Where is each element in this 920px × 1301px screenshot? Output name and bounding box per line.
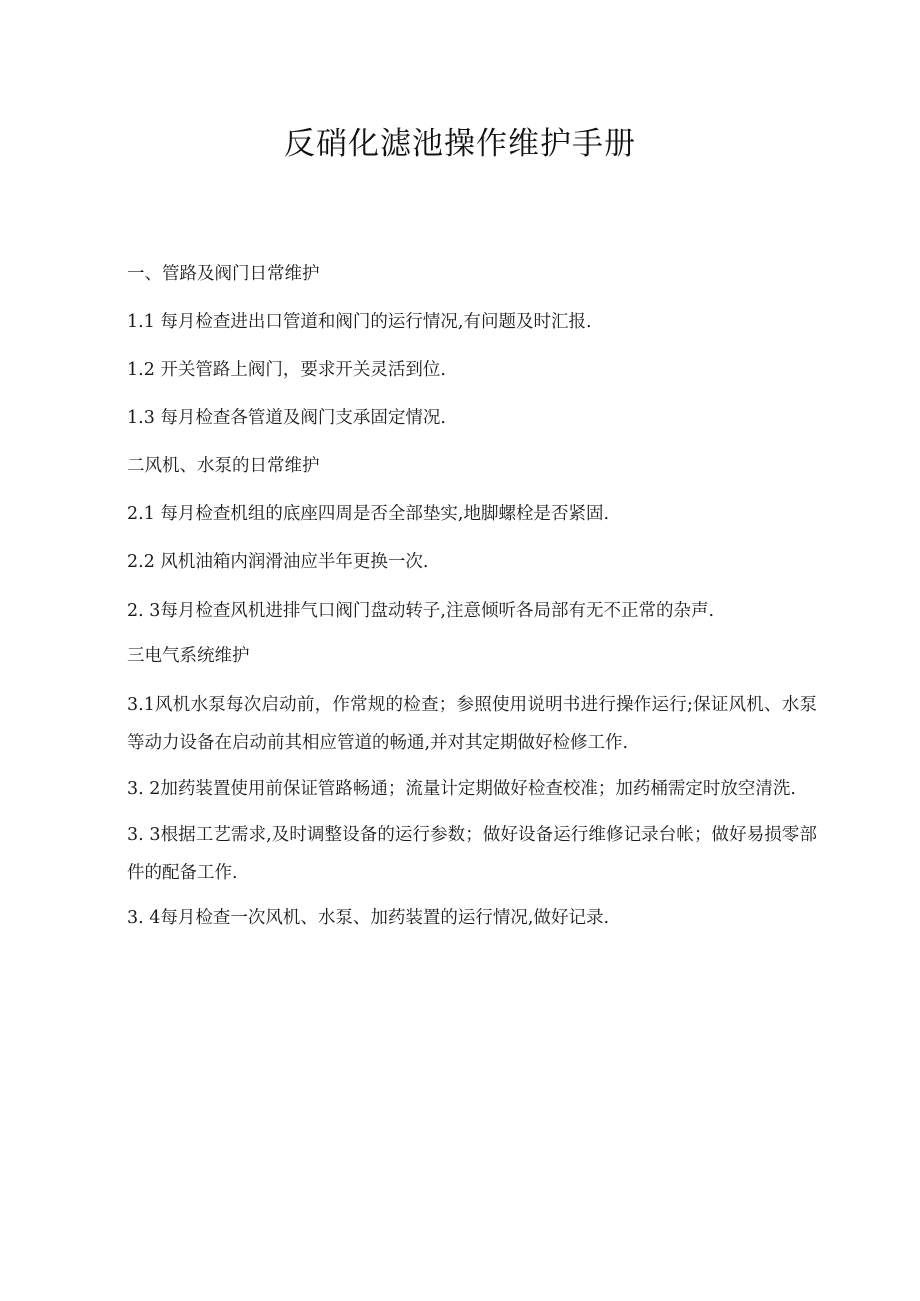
section-item: 2.1 每月检查机组的底座四周是否全部垫实,地脚螺栓是否紧固. [127, 504, 610, 524]
document-title: 反硝化滤池操作维护手册 [284, 126, 636, 162]
section-item: 1.3 每月检查各管道及阀门支承固定情况. [127, 408, 446, 428]
section-heading: 一、管路及阀门日常维护 [127, 264, 320, 284]
section-item: 1.1 每月检查进出口管道和阀门的运行情况,有问题及时汇报. [127, 312, 592, 332]
document-body [127, 256, 817, 936]
section-item: 2.2 风机油箱内润滑油应半年更换一次. [127, 552, 429, 572]
section-item: 2. 3每月检查风机进排气口阀门盘动转子,注意倾听各局部有无不正常的杂声. [127, 601, 715, 621]
section-item: 3. 3根据工艺需求,及时调整设备的运行参数；做好设备运行维修记录台帐；做好易损零部件的配备工作. [127, 825, 817, 883]
section-heading: 二风机、水泵的日常维护 [127, 456, 320, 476]
section-item: 3. 4每月检查一次风机、水泵、加药装置的运行情况,做好记录. [127, 908, 610, 928]
section-item: 3. 2加药装置使用前保证管路畅通；流量计定期做好检查校准；加药桶需定时放空清洗. [127, 779, 796, 799]
section-heading: 三电气系统维护 [127, 646, 250, 666]
section-item: 3.1风机水泵每次启动前，作常规的检查；参照使用说明书进行操作运行;保证风机、水泵等动力设备在启动前其相应管道的畅通,并对其定期做好检修工作. [127, 695, 817, 753]
section-item: 1.2 开关管路上阀门，要求开关灵活到位. [127, 360, 446, 380]
